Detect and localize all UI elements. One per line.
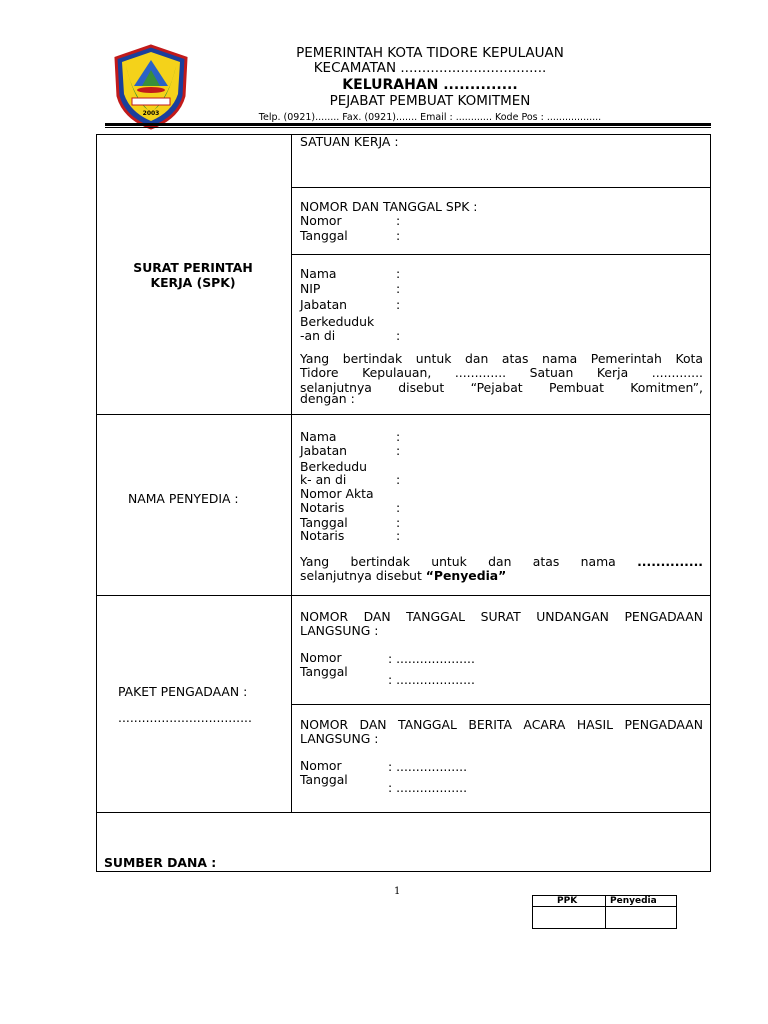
colon: : [396, 515, 401, 530]
berita-nomor-label: Nomor [300, 758, 342, 773]
undangan-tanggal-value: : .................... [388, 672, 475, 687]
undangan-nomor-value: : .................... [388, 651, 475, 666]
spk-nomor-label: Nomor [300, 213, 342, 228]
ppk-berkeduduk-label-cont: -an di [300, 328, 336, 343]
ppk-berkeduduk-label: Berkeduduk [300, 314, 375, 329]
penyedia-nama-label: Nama [300, 429, 337, 444]
penyedia-paragraph-line2 [300, 568, 506, 583]
ppk-jabatan-label: Jabatan [300, 297, 348, 312]
row-rule [291, 254, 711, 255]
ppk-paragraph-line: Yang bertindak untuk dan atas nama Pemerintah Kota [300, 351, 703, 366]
logo-year: 2003 [142, 110, 160, 117]
paket-label: PAKET PENGADAAN : [118, 684, 248, 699]
penyedia-paragraph-text: Yang bertindak untuk dan atas nama [300, 554, 616, 569]
nomor-akta-notaris-label: Notaris [300, 500, 345, 515]
colon: : [396, 443, 401, 458]
colon: : [396, 297, 401, 312]
colon: : [396, 213, 401, 228]
letterhead-kelurahan: KELURAHAN .............. [342, 77, 518, 93]
city-crest-logo [112, 44, 190, 130]
spk-number-date-heading: NOMOR DAN TANGGAL SPK : [300, 199, 478, 214]
penyedia-name-blank: .............. [637, 554, 703, 569]
letterhead-rule-thin [105, 127, 711, 128]
undangan-tanggal-label: Tanggal [300, 664, 348, 679]
letterhead-rule-thick [105, 123, 711, 126]
letterhead-contact: Telp. (0921)........ Fax. (0921)....... Email : ............ Kode Pos : .................. [258, 112, 602, 123]
ppk-paragraph-line: selanjutnya disebut “Pejabat Pembuat Komitmen”, [300, 380, 703, 395]
berita-acara-heading: NOMOR DAN TANGGAL BERITA ACARA HASIL PENGADAAN [300, 717, 703, 732]
paraf-header-rule [533, 906, 676, 907]
undangan-heading-cont: LANGSUNG : [300, 623, 379, 638]
berita-tanggal-value: : .................. [388, 780, 468, 795]
ppk-nip-label: NIP [300, 281, 321, 296]
sumber-dana-label: SUMBER DANA : [104, 855, 217, 870]
paraf-box [532, 895, 677, 929]
colon: : [396, 429, 401, 444]
colon: : [396, 500, 401, 515]
spk-tanggal-label: Tanggal [300, 228, 348, 243]
penyedia-paragraph-line1 [300, 554, 703, 569]
undangan-heading: NOMOR DAN TANGGAL SURAT UNDANGAN PENGADAAN [300, 609, 703, 624]
page-number: 1 [394, 886, 401, 897]
ppk-paragraph-line: Tidore Kepulauan, ............. Satuan Kerja ............. [300, 365, 703, 380]
paraf-penyedia-label: Penyedia [610, 896, 657, 906]
paraf-ppk-label: PPK [557, 896, 578, 906]
row-rule [291, 704, 711, 705]
paket-dots: .................................. [118, 710, 252, 725]
penyedia-label: NAMA PENYEDIA : [128, 491, 239, 506]
penyedia-term: “Penyedia” [425, 568, 507, 583]
spk-label: SURAT PERINTAH KERJA (SPK) [133, 260, 253, 290]
berita-acara-heading-cont: LANGSUNG : [300, 731, 379, 746]
ppk-paragraph-line: dengan : [300, 391, 355, 406]
penyedia-jabatan-label: Jabatan [300, 443, 348, 458]
row-rule [291, 187, 711, 188]
column-divider [291, 134, 292, 812]
tanggal-notaris-label: Tanggal [300, 515, 348, 530]
row-rule [96, 595, 711, 596]
berita-nomor-value: : .................. [388, 759, 468, 774]
penyedia-berkedudukan-label: Berkedudu [300, 459, 368, 474]
colon: : [396, 266, 401, 281]
penyedia-paragraph-text: selanjutnya disebut [300, 568, 422, 583]
letterhead-kecamatan: KECAMATAN .................................. [313, 60, 547, 76]
row-rule [96, 812, 711, 813]
nomor-akta-label: Nomor Akta [300, 486, 374, 501]
tanggal-notaris-label-cont: Notaris [300, 528, 345, 543]
colon: : [396, 472, 401, 487]
berita-tanggal-label: Tanggal [300, 772, 348, 787]
undangan-nomor-label: Nomor [300, 650, 342, 665]
satuan-kerja-field: SATUAN KERJA : [300, 134, 399, 149]
colon: : [396, 281, 401, 296]
ppk-nama-label: Nama [300, 266, 337, 281]
colon: : [396, 528, 401, 543]
colon: : [396, 228, 401, 243]
row-rule [96, 414, 711, 415]
paraf-divider [605, 896, 606, 928]
letterhead-government: PEMERINTAH KOTA TIDORE KEPULAUAN [296, 45, 564, 61]
letterhead-office: PEJABAT PEMBUAT KOMITMEN [329, 93, 531, 109]
penyedia-berkedudukan-label-cont: k- an di [300, 472, 347, 487]
colon: : [396, 328, 401, 343]
